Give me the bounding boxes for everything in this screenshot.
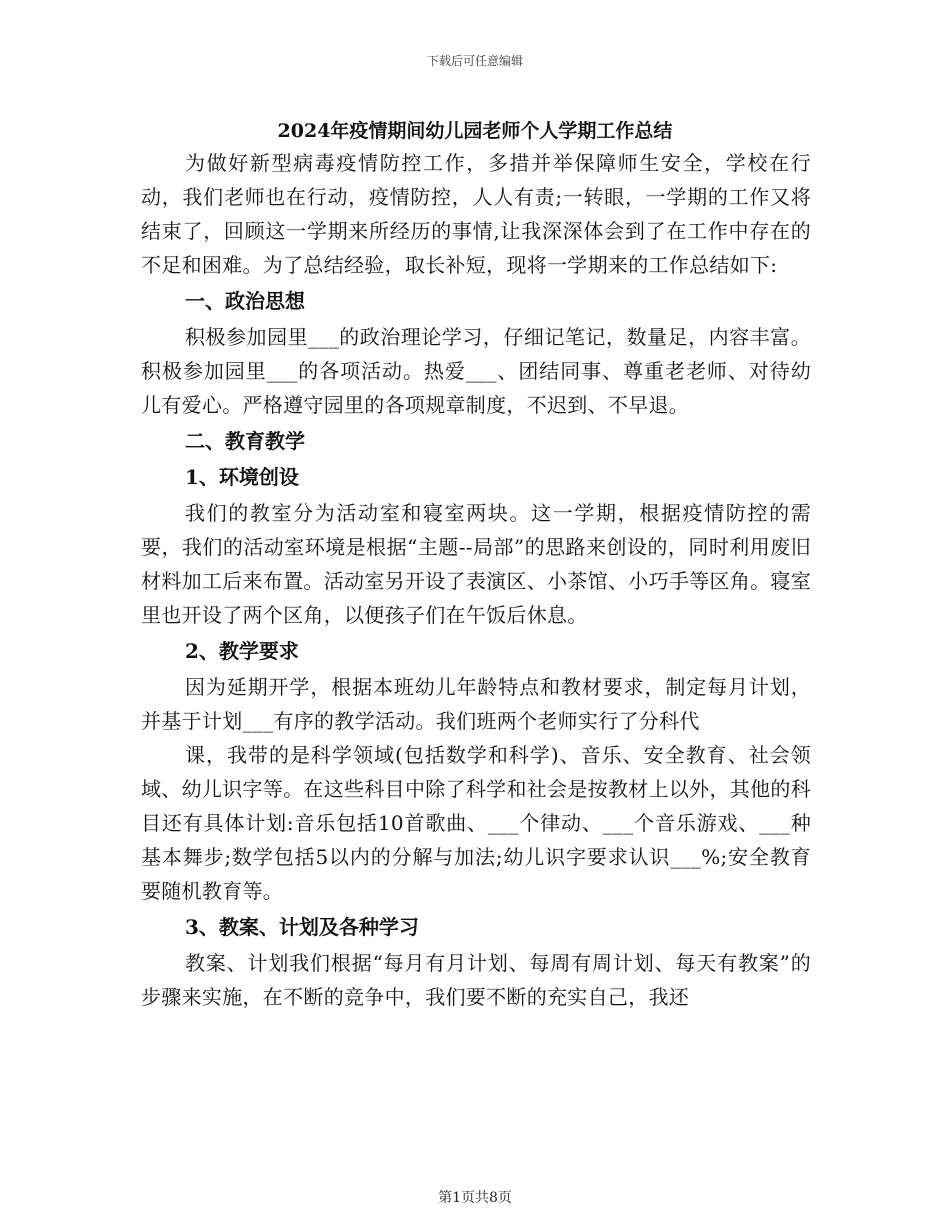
- document-title: 2024年疫情期间幼儿园老师个人学期工作总结: [277, 120, 673, 142]
- subheading-lesson-plans: 3、教案、计划及各种学习: [185, 915, 419, 939]
- header-note: 下载后可任意编辑: [426, 54, 523, 68]
- section-heading-politics: 一、政治思想: [185, 289, 305, 313]
- document-body: [141, 146, 811, 1014]
- section-heading-education: 二、教育教学: [185, 429, 305, 453]
- teaching-paragraph-1: 因为延期开学，根据本班幼儿年龄特点和教材要求，制定每月计划，并基于计划___有序的教学活动。我们班两个老师实行了分科代: [141, 675, 811, 733]
- teaching-paragraph-2: 课，我带的是科学领域(包括数学和科学)、音乐、安全教育、社会领域、幼儿识字等。在这些科目中除了科学和社会是按教材上以外，其他的科目还有具体计划:音乐包括10首歌曲、___个律动、___个音乐游戏、___种基本舞步;数学包括5以内的分解与加法;幼儿识字要求认识___%;安全教育要随机教育等。: [141, 743, 811, 903]
- politics-paragraph: 积极参加园里___的政治理论学习，仔细记笔记，数量足，内容丰富。积极参加园里___的各项活动。热爱___、团结同事、尊重老老师、对待幼儿有爱心。严格遵守园里的各项规章制度，不迟到、不早退。: [141, 325, 811, 417]
- intro-paragraph: 为做好新型病毒疫情防控工作，多措并举保障师生安全，学校在行动，我们老师也在行动，疫情防控，人人有责;一转眼，一学期的工作又将结束了，回顾这一学期来所经历的事情,让我深深体会到了在工作中存在的不足和困难。为了总结经验，取长补短，现将一学期来的工作总结如下:: [141, 151, 811, 277]
- subheading-environment: 1、环境创设: [185, 465, 299, 489]
- lesson-plans-paragraph: 教案、计划我们根据“每月有月计划、每周有周计划、每天有教案”的步骤来实施，在不断的竞争中，我们要不断的充实自己，我还: [141, 951, 811, 1009]
- environment-paragraph: 我们的教室分为活动室和寝室两块。这一学期，根据疫情防控的需要，我们的活动室环境是根据“主题--局部”的思路来创设的，同时利用废旧材料加工后来布置。活动室另开设了表演区、小茶馆、小巧手等区角。寝室里也开设了两个区角，以便孩子们在午饭后休息。: [141, 501, 811, 627]
- subheading-teaching-requirements: 2、教学要求: [185, 639, 299, 663]
- page-number-footer: 第1页共8页: [438, 1190, 512, 1206]
